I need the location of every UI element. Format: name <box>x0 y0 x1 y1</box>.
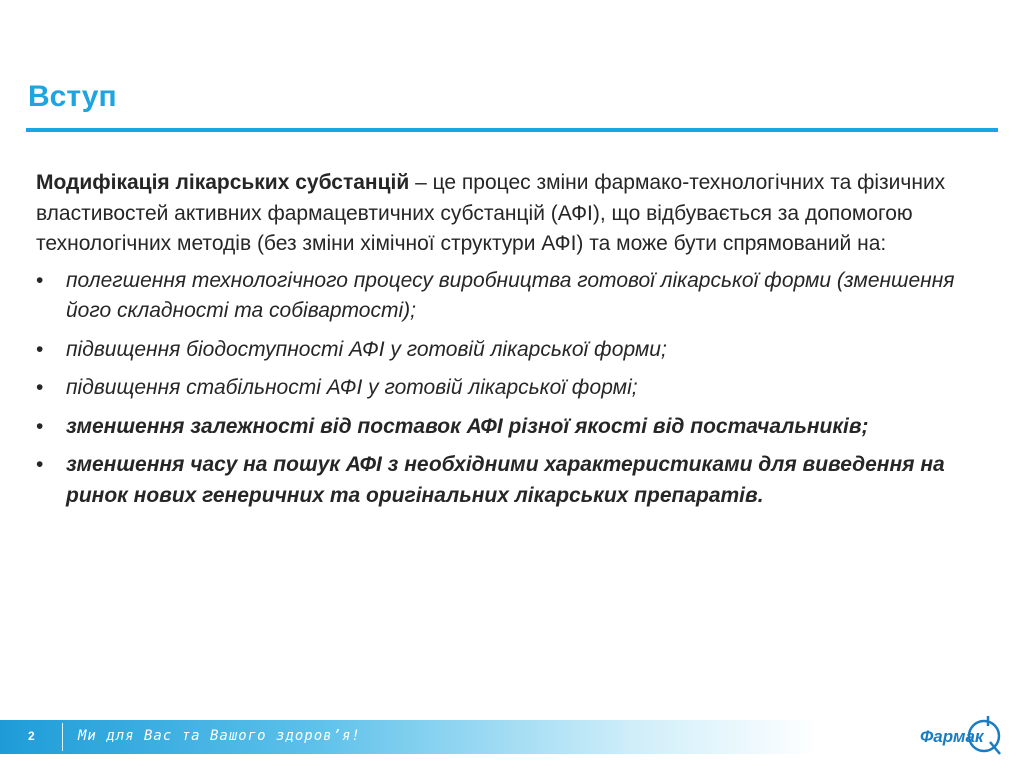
intro-term: Модифікація лікарських субстанцій <box>36 171 410 194</box>
footer-divider <box>62 723 63 751</box>
bullet-item <box>36 266 986 327</box>
bullet-marker: • <box>36 268 44 292</box>
page-number: 2 <box>28 729 35 743</box>
bullet-item <box>36 412 986 443</box>
bullet-text: зменшення залежності від поставок АФІ різної якості від постачальників; <box>66 414 869 438</box>
bullet-text: зменшення часу на пошук АФІ з необхідними характеристиками для виведення на ринок нових генеричних та оригінальних лікарських препаратів. <box>66 453 945 507</box>
bullet-text: підвищення стабільності АФІ у готовій лікарської формі; <box>66 376 638 399</box>
bullet-marker: • <box>36 337 44 361</box>
bullet-marker: • <box>36 414 44 438</box>
farmak-logo-icon <box>966 712 1004 760</box>
bullet-item <box>36 335 986 366</box>
bullet-marker: • <box>36 453 44 476</box>
bullet-text: полегшення технологічного процесу виробництва готової лікарської форми (зменшення його складності та собівартості); <box>66 268 955 322</box>
intro-paragraph <box>36 168 986 260</box>
bullet-item <box>36 373 986 404</box>
company-logo <box>912 712 1004 762</box>
title-divider <box>26 128 998 132</box>
logo-text: Фармак <box>920 727 984 746</box>
footer-bar <box>0 720 1024 754</box>
footer-slogan: Ми для Вас та Вашого здоров’я! <box>78 728 361 744</box>
bullet-marker: • <box>36 376 44 399</box>
slide-title: Вступ <box>28 80 117 113</box>
bullet-text: підвищення біодоступності АФІ у готовій лікарської форми; <box>66 337 667 361</box>
intro-text: – це процес зміни фармако-технологічних та фізичних властивостей активних фармацевтичних субстанцій (АФІ), що відбувається за допомогою технологічних методів (без зміни хімічної структури АФІ) та може бути спрямований на: <box>36 171 946 255</box>
bullet-item <box>36 450 986 511</box>
bullet-list <box>36 266 986 512</box>
slide-content <box>36 168 986 519</box>
